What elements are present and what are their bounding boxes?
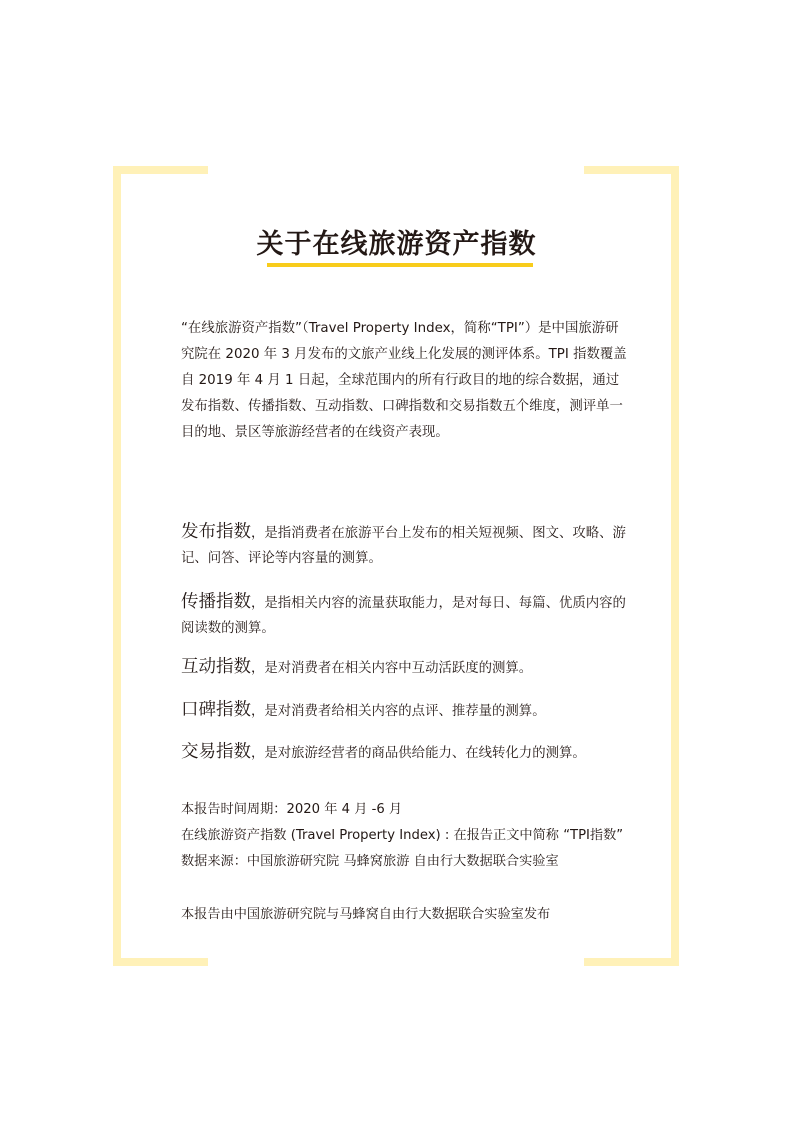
definition-desc: ，是对消费者在相关内容中互动活跃度的测算。 [251,661,533,676]
intro-paragraph: “在线旅游资产指数”（Travel Property Index，简称“TPI”）是中国旅游研究院在 2020 年 3 月发布的文旅产业线上化发展的测评体系。TPI 指数覆盖自 2019 年 4 月 1 日起，全球范围内的所有行政目的地的综合数据，通过发布指数、传播指数、互动指数、口碑指数和交易指数五个维度，测评单一目的地、景区等旅游经营者的在线资产表现。 [181,321,627,440]
publisher-note: 本报告由中国旅游研究院与马蜂窝自由行大数据联合实验室发布 [181,907,551,922]
definition-term: 发布指数 [181,522,251,542]
definition-term: 交易指数 [181,742,251,762]
report-period: 本报告时间周期：2020 年 4 月 -6 月 [181,802,403,817]
definition-term: 互动指数 [181,657,251,677]
frame-corner-top-left [113,166,208,174]
definition-term: 口碑指数 [181,700,251,720]
frame-corner-bottom-right [584,958,679,966]
definition-publish [181,520,631,571]
definition-term: 传播指数 [181,592,251,612]
frame-right-side [671,299,679,833]
definition-desc: ，是对消费者给相关内容的点评、推荐量的测算。 [251,704,546,719]
frame-corner-bottom-left-vertical [113,833,121,966]
title-underline [267,263,533,267]
definition-desc: ，是对旅游经营者的商品供给能力、在线转化力的测算。 [251,746,586,761]
definition-desc: ，是指消费者在旅游平台上发布的相关短视频、图文、攻略、游记、问答、评论等内容量的测算。 [181,526,626,566]
definition-transaction [181,740,631,766]
frame-left-side [113,299,121,833]
definition-spread [181,590,631,641]
definition-interaction [181,655,631,681]
frame-corner-bottom-left [113,958,208,966]
index-name-note: 在线旅游资产指数 (Travel Property Index) : 在报告正文中简称 “TPI指数” [181,828,624,843]
definition-desc: ，是指相关内容的流量获取能力，是对每日、每篇、优质内容的阅读数的测算。 [181,596,626,636]
report-meta [181,797,641,875]
frame-corner-bottom-right-vertical [671,833,679,966]
frame-corner-top-right [584,166,679,174]
page-title: 关于在线旅游资产指数 [256,229,537,260]
data-source: 数据来源：中国旅游研究院 马蜂窝旅游 自由行大数据联合实验室 [181,854,559,869]
definition-reputation [181,698,631,724]
